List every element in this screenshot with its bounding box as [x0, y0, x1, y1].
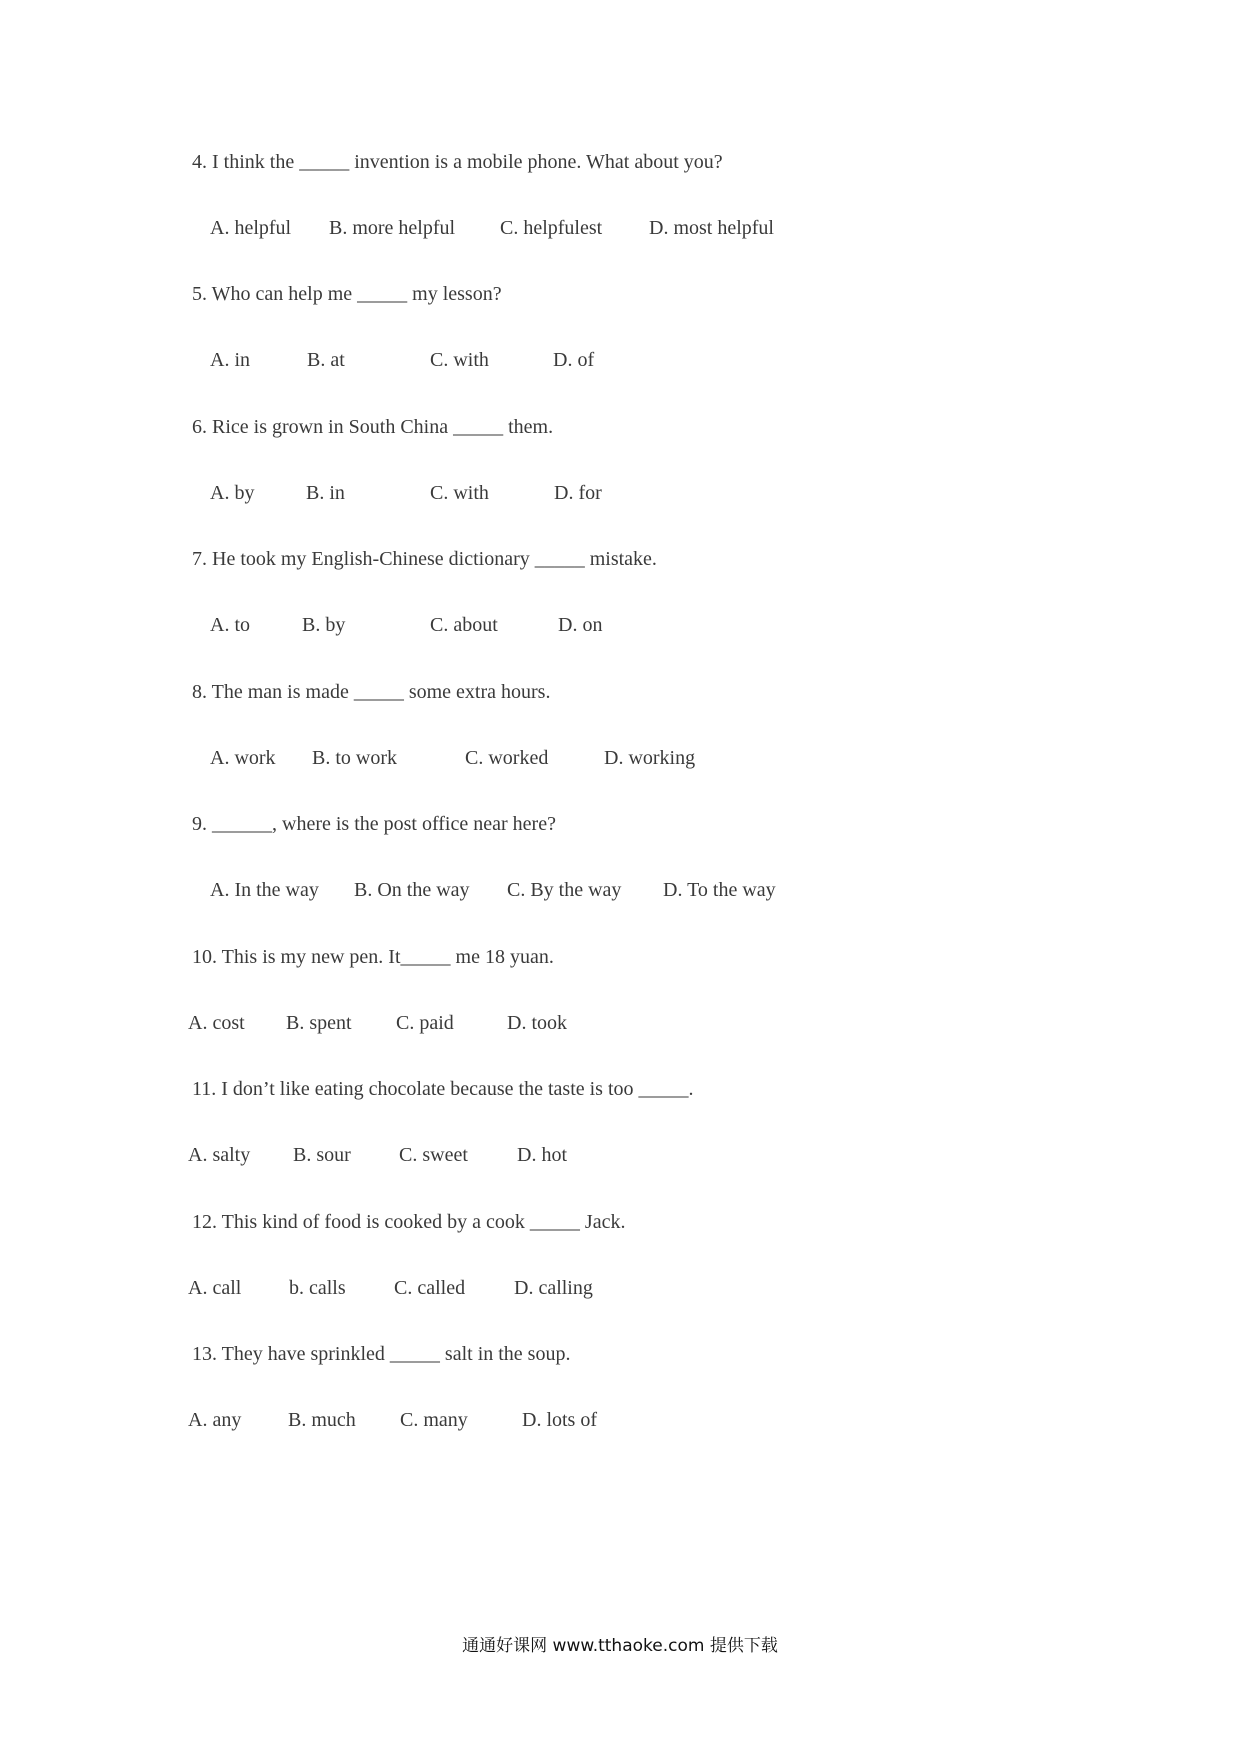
option-b: B. On the way	[354, 879, 470, 901]
option-c: C. about	[430, 614, 498, 636]
option-c: C. worked	[465, 747, 549, 769]
option-c: C. helpfulest	[500, 217, 603, 239]
option-d: D. lots of	[522, 1409, 597, 1431]
option-c: C. By the way	[507, 879, 622, 901]
question-stem: 13. They have sprinkled _____ salt in the soup.	[192, 1343, 571, 1365]
option-d: D. took	[507, 1012, 567, 1034]
option-b: B. much	[288, 1409, 356, 1431]
question-stem: 8. The man is made _____ some extra hours.	[192, 681, 551, 703]
answer-options	[0, 1408, 597, 1528]
option-a: A. cost	[188, 1012, 245, 1034]
question-stem: 4. I think the _____ invention is a mobile phone. What about you?	[192, 151, 723, 173]
option-b: b. calls	[289, 1277, 346, 1299]
option-b: B. in	[306, 482, 345, 504]
option-d: D. To the way	[663, 879, 776, 901]
option-a: A. any	[188, 1409, 242, 1431]
question-stem: 5. Who can help me _____ my lesson?	[192, 283, 502, 305]
option-c: C. paid	[396, 1012, 454, 1034]
option-d: D. calling	[514, 1277, 593, 1299]
option-b: B. to work	[312, 747, 397, 769]
option-a: A. to	[210, 614, 250, 636]
question-stem: 6. Rice is grown in South China _____ them.	[192, 416, 554, 438]
option-a: A. in	[210, 349, 250, 371]
option-a: A. salty	[188, 1144, 251, 1166]
option-c: C. many	[400, 1409, 468, 1431]
option-a: A. work	[210, 747, 276, 769]
option-c: C. with	[430, 482, 489, 504]
option-b: B. spent	[286, 1012, 352, 1034]
option-c: C. sweet	[399, 1144, 468, 1166]
option-b: B. by	[302, 614, 346, 636]
option-d: D. working	[604, 747, 696, 769]
option-a: A. call	[188, 1277, 242, 1299]
option-d: D. most helpful	[649, 217, 774, 239]
question-stem: 10. This is my new pen. It_____ me 18 yuan.	[192, 946, 554, 968]
question-stem: 11. I don’t like eating chocolate because the taste is too _____.	[192, 1078, 694, 1100]
option-c: C. called	[394, 1277, 466, 1299]
option-d: D. of	[553, 349, 595, 371]
option-b: B. more helpful	[329, 217, 456, 239]
option-a: A. by	[210, 482, 255, 504]
question-stem: 9. ______, where is the post office near here?	[192, 813, 556, 835]
option-b: B. at	[307, 349, 345, 371]
option-a: A. helpful	[210, 217, 292, 239]
option-b: B. sour	[293, 1144, 351, 1166]
option-d: D. on	[558, 614, 603, 636]
option-c: C. with	[430, 349, 489, 371]
question-stem: 12. This kind of food is cooked by a cook _____ Jack.	[192, 1211, 626, 1233]
footer-download-note: 通通好课网 www.tthaoke.com 提供下载	[462, 1636, 778, 1656]
option-a: A. In the way	[210, 879, 319, 901]
option-d: D. for	[554, 482, 602, 504]
question-stem: 7. He took my English-Chinese dictionary _____ mistake.	[192, 548, 657, 570]
option-d: D. hot	[517, 1144, 567, 1166]
